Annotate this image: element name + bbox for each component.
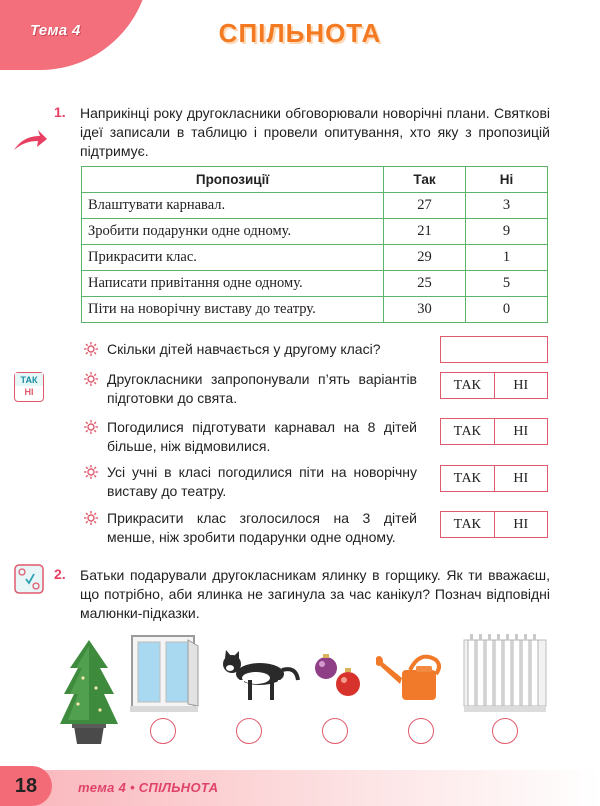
- table-row: [82, 245, 548, 271]
- question-3-text: Погодилися підготувати карнавал на 8 дітей більше, ніж відмовилися.: [107, 419, 417, 454]
- table-cell-proposal: Влаштувати карнавал.: [82, 193, 384, 219]
- table-cell-no: 0: [466, 297, 548, 323]
- yes-no-choice: [440, 465, 548, 492]
- yes-no-choice: [440, 511, 548, 538]
- table-cell-proposal: Прикрасити клас.: [82, 245, 384, 271]
- table-row: [82, 219, 548, 245]
- task-2-text: Батьки подарували другокласникам ялинку в горщику. Як ти вважаєш, що потрібно, аби ялинка не загинула за час канікул? Познач відповідні малюнки-підказки.: [80, 567, 550, 621]
- table-cell-yes: 29: [384, 245, 466, 271]
- no-option[interactable]: НІ: [494, 373, 548, 398]
- yes-option[interactable]: ТАК: [453, 516, 481, 532]
- no-option[interactable]: НІ: [494, 419, 548, 444]
- page-footer: [0, 766, 600, 806]
- table-cell-proposal: Написати привітання одне одному.: [82, 271, 384, 297]
- select-circle-tree-window[interactable]: [150, 718, 176, 744]
- watering-can-icon: [376, 650, 456, 706]
- yes-no-icon: ТАК НІ: [14, 372, 44, 402]
- table-cell-yes: 27: [384, 193, 466, 219]
- column-header-proposals: Пропозиції: [82, 167, 384, 193]
- sun-star-icon: [84, 372, 98, 386]
- task-1-number: 1.: [54, 104, 66, 120]
- table-cell-proposal: Піти на новорічну виставу до театру.: [82, 297, 384, 323]
- task-1-text: Наприкінці року другокласники обговорювали новорічні плани. Святкові ідеї записали в таблицю і провели опитування, хто яку з пропозицій підтримує.: [80, 105, 550, 159]
- table-cell-yes: 25: [384, 271, 466, 297]
- hint-pictures: [56, 630, 556, 750]
- question-5-text: Прикрасити клас зголосилося на 3 дітей менше, ніж зробити подарунки одне одному.: [107, 510, 417, 545]
- select-circle-window-cat[interactable]: [236, 718, 262, 744]
- table-cell-yes: 30: [384, 297, 466, 323]
- yes-no-choice: [440, 418, 548, 445]
- survey-table: [81, 166, 548, 323]
- select-circle-watering-can[interactable]: [408, 718, 434, 744]
- cat-icon: [218, 650, 300, 704]
- sun-star-icon: [84, 342, 98, 356]
- yes-no-choice: [440, 372, 548, 399]
- sun-star-icon: [84, 465, 98, 479]
- page-number: 18: [0, 766, 52, 806]
- question-1-text: Скільки дітей навчається у другому класі?: [107, 341, 381, 357]
- task-2-number: 2.: [54, 566, 66, 582]
- table-header-row: [82, 167, 548, 193]
- yes-option[interactable]: ТАК: [453, 470, 481, 486]
- christmas-tree-icon: [58, 638, 120, 754]
- check-icon: [14, 564, 44, 594]
- select-circle-radiator[interactable]: [492, 718, 518, 744]
- yes-option[interactable]: ТАК: [453, 423, 481, 439]
- table-cell-no: 3: [466, 193, 548, 219]
- column-header-no: Ні: [466, 167, 548, 193]
- ornaments-icon: [312, 652, 368, 700]
- table-row: [82, 193, 548, 219]
- table-cell-proposal: Зробити подарунки одне одному.: [82, 219, 384, 245]
- page-title: СПІЛЬНОТА: [218, 18, 382, 48]
- arrow-icon: [12, 128, 48, 154]
- question-4-text: Усі учні в класі погодилися піти на новорічну виставу до театру.: [107, 464, 417, 499]
- question-2-text: Другокласники запропонували п’ять варіантів підготовки до свята.: [107, 371, 417, 406]
- no-option[interactable]: НІ: [494, 466, 548, 491]
- table-cell-no: 1: [466, 245, 548, 271]
- select-circle-ornaments[interactable]: [322, 718, 348, 744]
- window-icon: [130, 634, 200, 714]
- footer-topic: тема 4 • СПІЛЬНОТА: [78, 780, 219, 795]
- table-cell-no: 9: [466, 219, 548, 245]
- topic-badge: Тема 4: [30, 22, 81, 39]
- radiator-icon: [462, 632, 548, 714]
- yes-option[interactable]: ТАК: [453, 377, 481, 393]
- sun-star-icon: [84, 511, 98, 525]
- table-cell-yes: 21: [384, 219, 466, 245]
- answer-field-class-size[interactable]: [440, 336, 548, 363]
- column-header-yes: Так: [384, 167, 466, 193]
- no-option[interactable]: НІ: [494, 512, 548, 537]
- table-row: [82, 271, 548, 297]
- table-cell-no: 5: [466, 271, 548, 297]
- table-row: [82, 297, 548, 323]
- sun-star-icon: [84, 420, 98, 434]
